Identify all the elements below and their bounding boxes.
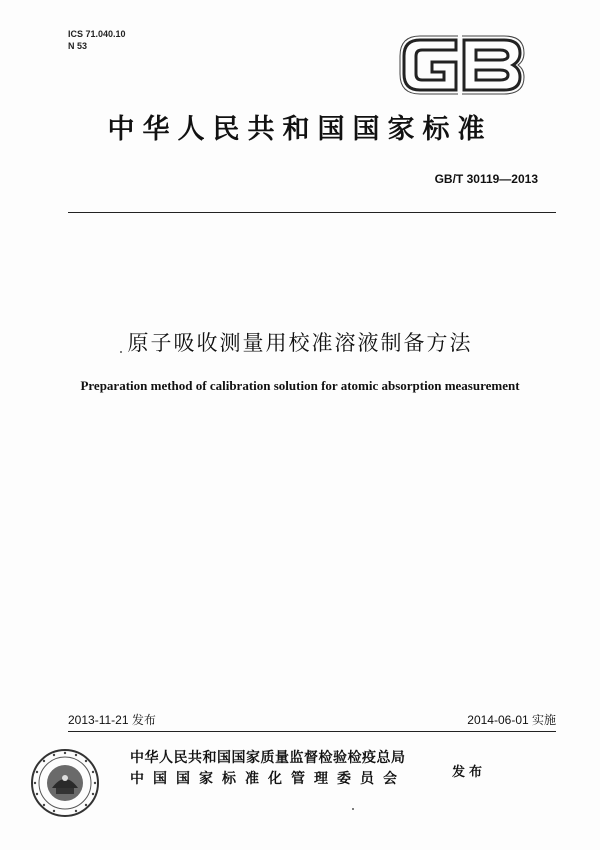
classification-codes (68, 28, 126, 52)
issuer-aqsiq: 中华人民共和国国家质量监督检验检疫总局 (130, 750, 406, 766)
issuing-authorities (130, 748, 406, 790)
ccs-code: N 53 (68, 41, 88, 51)
document-title-english: Preparation method of calibration solution for atomic absorption measurement (80, 378, 520, 393)
issuer-sac: 中国国家标准化管理委员会 (130, 771, 406, 787)
standard-number: GB/T 30119—2013 (434, 172, 538, 186)
official-seal-icon (30, 748, 100, 818)
top-divider (68, 212, 556, 213)
publish-label: 发布 (452, 765, 487, 780)
ics-code: ICS 71.040.10 (68, 29, 126, 39)
bottom-divider (68, 731, 556, 732)
scan-speck (120, 351, 122, 353)
scan-speck (352, 808, 354, 810)
gb-logo-icon (398, 34, 526, 96)
issue-date: 2013-11-21 发布 (68, 713, 156, 727)
document-title-chinese: 原子吸收测量用校准溶液制备方法 (127, 331, 473, 355)
national-standard-heading: 中华人民共和国国家标准 (107, 114, 493, 145)
implementation-date: 2014-06-01 实施 (467, 713, 556, 727)
